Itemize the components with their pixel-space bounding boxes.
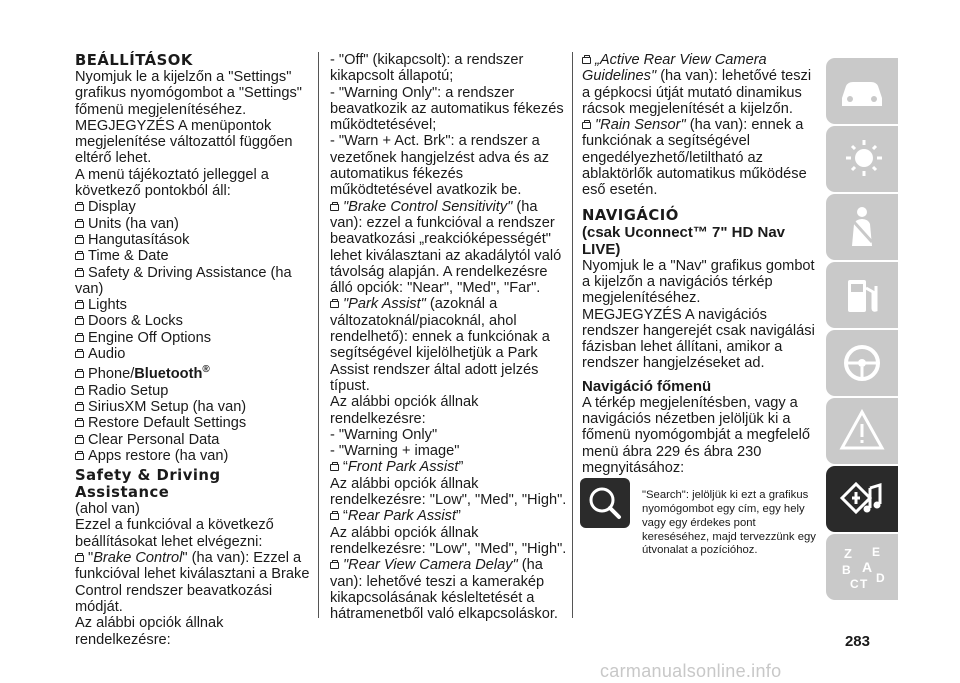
rear-camera-delay-item: "Rear View Camera Delay" (ha van): lehetővé teszi a kamerakép kikapcsolásának késleltetését a hátramenetből való elkapcsoláskor. bbox=[330, 557, 558, 623]
bullet-icon bbox=[75, 335, 84, 342]
front-park-assist-options: Az alábbi opciók állnak rendelkezésre: "Low", "Med", "High". bbox=[330, 475, 567, 509]
multimedia-icon bbox=[836, 474, 888, 524]
park-assist-options: Az alábbi opciók állnak rendelkezésre: bbox=[330, 394, 479, 427]
rear-park-assist-item: “Rear Park Assist” bbox=[330, 508, 568, 524]
bullet-icon bbox=[330, 464, 339, 471]
index-letter: T bbox=[860, 577, 868, 591]
bullet-icon bbox=[75, 237, 84, 244]
park-option-warning-image: - "Warning + image" bbox=[330, 443, 460, 460]
tab-multimedia[interactable] bbox=[826, 466, 898, 532]
navigation-subheading: (csak Uconnect™ 7" HD Nav LIVE) bbox=[582, 223, 786, 258]
settings-menu-list bbox=[75, 199, 310, 464]
bullet-icon bbox=[582, 57, 591, 64]
index-letter: B bbox=[842, 563, 851, 577]
brake-control-item: "Brake Control" (ha van): Ezzel a funkcióval lehet kiválasztani a Brake Control rendszer beavatkozási módját. bbox=[75, 550, 310, 615]
navigation-note: MEGJEGYZÉS A navigációs rendszer hangerejét csak navigálási fázisban lehet állítani, amikor a rendszer hangjelzéseket ad. bbox=[582, 306, 815, 372]
nav-main-menu-text: A térkép megjelenítésben, vagy a navigációs nézetben jelöljük ki a főmenü nyomógombját a megfelelő menü ábra 229 és ábra 230 megnyitásához: bbox=[582, 394, 810, 476]
tab-starting[interactable] bbox=[826, 262, 898, 328]
search-icon bbox=[580, 478, 630, 528]
tab-driving[interactable] bbox=[826, 330, 898, 396]
nav-main-menu-heading: Navigáció főmenü bbox=[582, 377, 712, 395]
column-settings bbox=[75, 52, 310, 648]
list-item: Clear Personal Data bbox=[75, 432, 310, 448]
front-park-assist-item: “Front Park Assist” bbox=[330, 459, 568, 475]
index-letter: Z bbox=[844, 546, 852, 561]
brake-control-options: Az alábbi opciók állnak rendelkezésre: bbox=[75, 615, 224, 648]
list-item: Phone/Bluetooth® bbox=[75, 362, 310, 382]
navigation-heading: NAVIGÁCIÓ bbox=[582, 206, 679, 224]
rear-camera-guidelines-item: „Active Rear View Camera Guidelines" (ha van): lehetővé teszi a gépkocsi útját mutató dinamikus rácsok megjelenítését a kijelzőn. bbox=[582, 52, 812, 117]
index-icon bbox=[836, 542, 888, 592]
tab-car[interactable] bbox=[826, 58, 898, 124]
safety-availability: (ahol van) bbox=[75, 501, 140, 518]
search-note: "Search": jelöljük ki ezt a grafikus nyomógombot egy cím, egy hely vagy egy érdekes pont kereséséhez, majd tervezzünk egy útvonalat a pozícióhoz. bbox=[642, 489, 816, 557]
bullet-icon bbox=[75, 555, 84, 562]
list-item: Restore Default Settings bbox=[75, 415, 310, 431]
bullet-icon bbox=[75, 351, 84, 358]
bullet-icon bbox=[75, 371, 84, 378]
steering-wheel-icon bbox=[836, 338, 888, 388]
index-letter: D bbox=[876, 571, 885, 585]
page-number: 283 bbox=[844, 633, 870, 650]
column-navigation bbox=[582, 52, 822, 476]
park-option-warning-only: - "Warning Only" bbox=[330, 426, 438, 443]
bullet-icon bbox=[330, 204, 339, 211]
safety-intro: Ezzel a funkcióval a következő beállításokat lehet elvégezni: bbox=[75, 517, 274, 550]
list-item: Audio bbox=[75, 346, 310, 362]
bullet-icon bbox=[75, 437, 84, 444]
option-off: - "Off" (kikapcsolt): a rendszer kikapcsolt állapotú; bbox=[330, 52, 524, 85]
car-icon bbox=[836, 66, 888, 116]
navigation-intro: Nyomjuk le a "Nav" grafikus gombot a kijelzőn a navigációs térkép megjelenítéséhez. bbox=[582, 257, 815, 307]
list-item: Doors & Locks bbox=[75, 313, 310, 329]
bullet-icon bbox=[330, 562, 339, 569]
tab-safety[interactable] bbox=[826, 194, 898, 260]
safety-heading: Safety & Driving Assistance bbox=[75, 467, 221, 502]
bullet-icon bbox=[75, 270, 84, 277]
list-item: Engine Off Options bbox=[75, 330, 310, 346]
column-divider bbox=[318, 52, 319, 618]
settings-heading: BEÁLLÍTÁSOK bbox=[75, 52, 193, 69]
bullet-icon bbox=[75, 302, 84, 309]
bullet-icon bbox=[75, 318, 84, 325]
list-item: Units (ha van) bbox=[75, 216, 310, 232]
bullet-icon bbox=[582, 122, 591, 129]
bullet-icon bbox=[330, 301, 339, 308]
bullet-icon bbox=[75, 420, 84, 427]
bullet-icon bbox=[75, 388, 84, 395]
column-divider bbox=[572, 52, 573, 618]
column-safety-options bbox=[330, 52, 568, 622]
settings-note: MEGJEGYZÉS A menüpontok megjelenítése változattól függően eltérő lehet. bbox=[75, 117, 293, 167]
rain-sensor-item: "Rain Sensor" (ha van): ennek a funkciónak a segítségével engedélyezhető/letiltható az ablaktörlők automatikus működése eső esetén. bbox=[582, 117, 807, 199]
list-item: Safety & Driving Assistance (ha van) bbox=[75, 264, 292, 297]
index-letter: A bbox=[862, 559, 873, 575]
tab-index[interactable] bbox=[826, 534, 898, 600]
fuel-icon bbox=[836, 270, 888, 320]
tab-emergency[interactable] bbox=[826, 398, 898, 464]
settings-menu-intro: A menü tájékoztató jelleggel a következő pontokból áll: bbox=[75, 166, 269, 200]
option-warn-act: - "Warn + Act. Brk": a rendszer a vezetőnek hangjelzést adva és az automatikus fékezés működtetésével avatkozik be. bbox=[330, 133, 550, 199]
tab-lights[interactable] bbox=[826, 126, 898, 192]
settings-intro: Nyomjuk le a kijelzőn a "Settings" grafikus nyomógombot a "Settings" főmenü megjelenítéséhez. bbox=[75, 69, 302, 118]
bullet-icon bbox=[75, 404, 84, 411]
warning-icon bbox=[836, 406, 888, 456]
list-item: Time & Date bbox=[75, 248, 310, 264]
list-item: Display bbox=[75, 199, 310, 215]
list-item: Apps restore (ha van) bbox=[75, 448, 310, 464]
bullet-icon bbox=[330, 513, 339, 520]
watermark: carmanualsonline.info bbox=[600, 661, 782, 681]
list-item: Lights bbox=[75, 297, 310, 313]
index-letter: C bbox=[850, 577, 859, 591]
bullet-icon bbox=[75, 453, 84, 460]
index-letter: E bbox=[872, 545, 881, 559]
lights-icon bbox=[836, 134, 888, 184]
option-warning-only: - "Warning Only": a rendszer beavatkozik az automatikus fékezés működtetésével; bbox=[330, 84, 564, 134]
bullet-icon bbox=[75, 221, 84, 228]
bullet-icon bbox=[75, 204, 84, 211]
brake-sensitivity-item: "Brake Control Sensitivity" (ha van): ezzel a funkcióval a rendszer beavatkozási „reakcióképességét" lehet kiválasztani az akadálytól való távolság alapján. A rendelkezésre álló opciók: "Near", "Med", "Far". bbox=[330, 198, 562, 297]
park-assist-item: "Park Assist" (azoknál a változatoknál/piacoknál, ahol rendelhető): ennek a funkciónak a segítségével kijelölhetjük a Park Assist rendszer által adott jelzés típust. bbox=[330, 296, 550, 394]
list-item: Hangutasítások bbox=[75, 232, 310, 248]
list-item: Radio Setup bbox=[75, 383, 310, 399]
seatbelt-icon bbox=[836, 202, 888, 252]
rear-park-assist-options: Az alábbi opciók állnak rendelkezésre: "Low", "Med", "High". bbox=[330, 524, 567, 557]
bullet-icon bbox=[75, 253, 84, 260]
search-button-icon bbox=[580, 478, 630, 528]
list-item: SiriusXM Setup (ha van) bbox=[75, 399, 310, 415]
